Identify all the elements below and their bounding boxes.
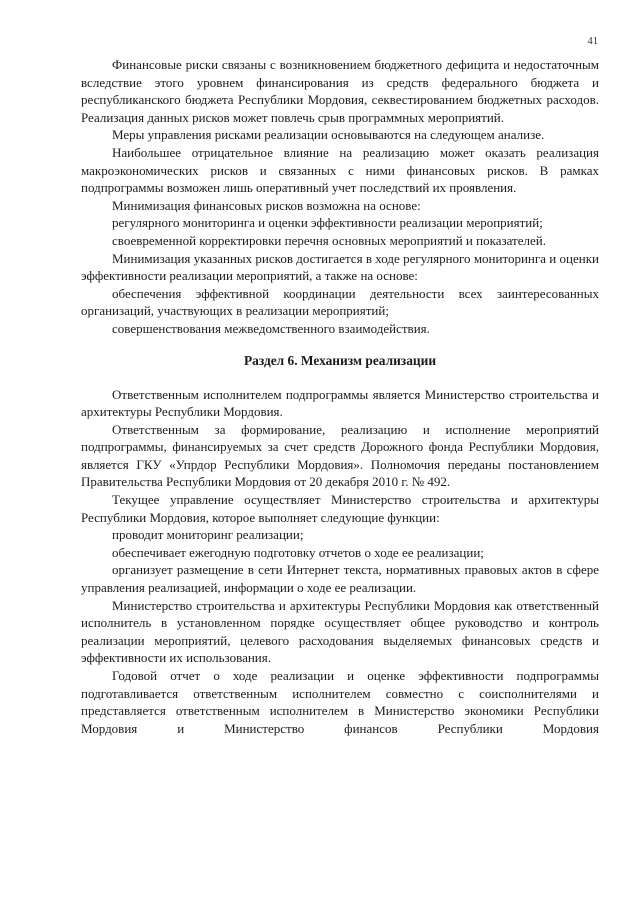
list-item-reports-function: обеспечивает ежегодную подготовку отчетов о ходе ее реализации; [112, 544, 484, 560]
paragraph-financial-risks: Финансовые риски связаны с возникновением бюджетного дефицита и недостаточным вследствие этого уровнем финансирования из средств федерального бюджета и республиканского бюджета Республики Мордовия, секвестированием бюджетных расходов. Реализация данных рисков может повлечь срыв программных мероприятий. [81, 57, 599, 125]
section-heading: Раздел 6. Механизм реализации [243, 352, 437, 368]
paragraph-ministry-control: Министерство строительства и архитектуры Республики Мордовия как ответственный исполнитель в установленном порядке осуществляет общее руководство и контроль реализации мероприятий, целевого расходования выделяемых финансовых средств и эффективности их использования. [81, 597, 599, 666]
paragraph-responsible-executor: Ответственным исполнителем подпрограммы является Министерство строительства и архитектуры Республики Мордовия. [81, 386, 599, 420]
list-item-monitoring-function: проводит мониторинг реализации; [112, 527, 304, 543]
paragraph-minimization-achieved: Минимизация указанных рисков достигается в ходе регулярного мониторинга и оценки эффективности реализации мероприятий, а также на основе: [81, 250, 599, 284]
paragraph-annual-report: Годовой отчет о ходе реализации и оценке эффективности подпрограммы подготавливается ответственным исполнителем совместно с соисполнителями и представляется ответственным исполнителем в Министерство экономики Республики Мордовия и Министерство финансов Республики Мордовия [81, 668, 599, 736]
page-number: 41 [587, 36, 598, 47]
list-item-interaction: совершенствования межведомственного взаимодействия. [112, 320, 430, 336]
paragraph-road-fund: Ответственным за формирование, реализацию и исполнение мероприятий подпрограммы, финансируемых за счет средств Дорожного фонда Республики Мордовия, является ГКУ «Упрдор Республики Мордовия». Полномочия переданы постановлением Правительства Республики Мордовия от 20 декабря 2010 г. № 492. [81, 421, 599, 490]
paragraph-minimization-basis: Минимизация финансовых рисков возможна на основе: [112, 197, 421, 213]
paragraph-risk-management: Меры управления рисками реализации основываются на следующем анализе. [112, 127, 545, 143]
list-item-correction: своевременной корректировки перечня основных мероприятий и показателей. [112, 232, 546, 248]
list-item-coordination: обеспечения эффективной координации деятельности всех заинтересованных организаций, участвующих в реализации мероприятий; [81, 285, 599, 319]
paragraph-negative-impact: Наибольшее отрицательное влияние на реализацию может оказать реализация макроэкономических рисков и связанных с ними финансовых рисков. В рамках подпрограммы возможен лишь оперативный учет последствий их проявления. [81, 144, 599, 196]
list-item-publication-function: организует размещение в сети Интернет текста, нормативных правовых актов в сфере управления реализацией, информации о ходе ее реализации. [81, 562, 599, 596]
document-body [81, 56, 599, 737]
list-item-monitoring: регулярного мониторинга и оценки эффективности реализации мероприятий; [112, 215, 543, 231]
paragraph-current-management: Текущее управление осуществляет Министерство строительства и архитектуры Республики Мордовия, которое выполняет следующие функции: [81, 492, 599, 525]
